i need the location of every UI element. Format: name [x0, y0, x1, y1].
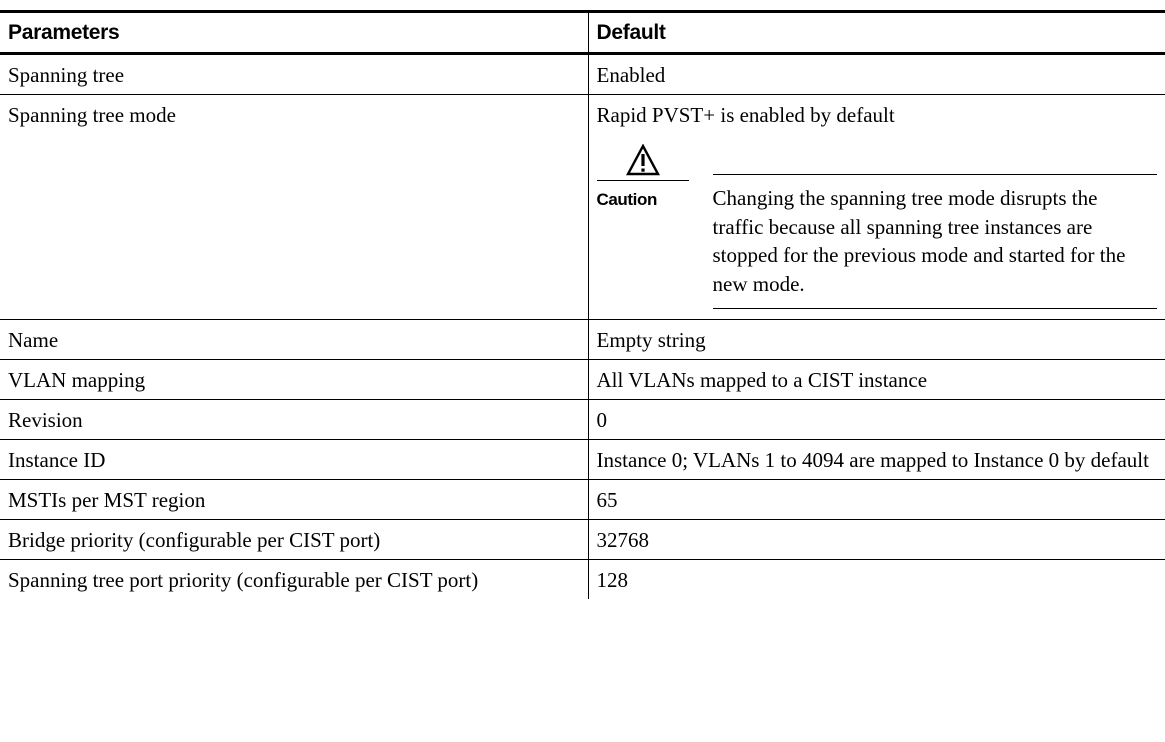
default-cell: 32768: [588, 520, 1165, 560]
default-cell: 128: [588, 560, 1165, 600]
default-cell: Empty string: [588, 320, 1165, 360]
default-cell: [588, 95, 1165, 320]
caution-note: [597, 144, 1158, 313]
table-row: [0, 54, 1165, 95]
caution-icon-wrap: [597, 144, 689, 180]
parameter-cell: Spanning tree mode: [0, 95, 588, 320]
caution-label: Caution: [597, 180, 689, 213]
default-cell: 0: [588, 400, 1165, 440]
header-parameters: Parameters: [0, 12, 588, 54]
table-row: [0, 480, 1165, 520]
warning-triangle-icon: [626, 144, 660, 176]
parameter-cell: Spanning tree port priority (configurable per CIST port): [8, 568, 479, 592]
table-row: [0, 95, 1165, 320]
parameter-cell: Revision: [0, 400, 588, 440]
parameter-cell: Spanning tree: [0, 54, 588, 95]
table-row: [0, 520, 1165, 560]
table-row: [0, 360, 1165, 400]
default-value-text: Rapid PVST+ is enabled by default: [596, 103, 895, 127]
default-cell: Enabled: [588, 54, 1165, 95]
parameter-cell: Bridge priority (configurable per CIST port): [0, 520, 588, 560]
default-cell: 65: [588, 480, 1165, 520]
table-row: [0, 400, 1165, 440]
parameter-cell: Instance ID: [0, 440, 588, 480]
table-row: [0, 440, 1165, 480]
default-cell: All VLANs mapped to a CIST instance: [588, 360, 1165, 400]
parameter-cell: VLAN mapping: [0, 360, 588, 400]
caution-bottom-rule: [713, 308, 1158, 309]
header-default: Default: [588, 12, 1165, 54]
table-row: [0, 320, 1165, 360]
default-cell: Instance 0; VLANs 1 to 4094 are mapped to Instance 0 by default: [588, 440, 1165, 480]
parameter-cell: Name: [0, 320, 588, 360]
spanning-tree-defaults-table: [0, 10, 1165, 599]
caution-text: Changing the spanning tree mode disrupts the traffic because all spanning tree instances are stopped for the previous mode and started for the new mode.: [712, 186, 1126, 296]
table-row: [0, 560, 1165, 600]
table-header-row: [0, 12, 1165, 54]
parameter-cell: MSTIs per MST region: [0, 480, 588, 520]
